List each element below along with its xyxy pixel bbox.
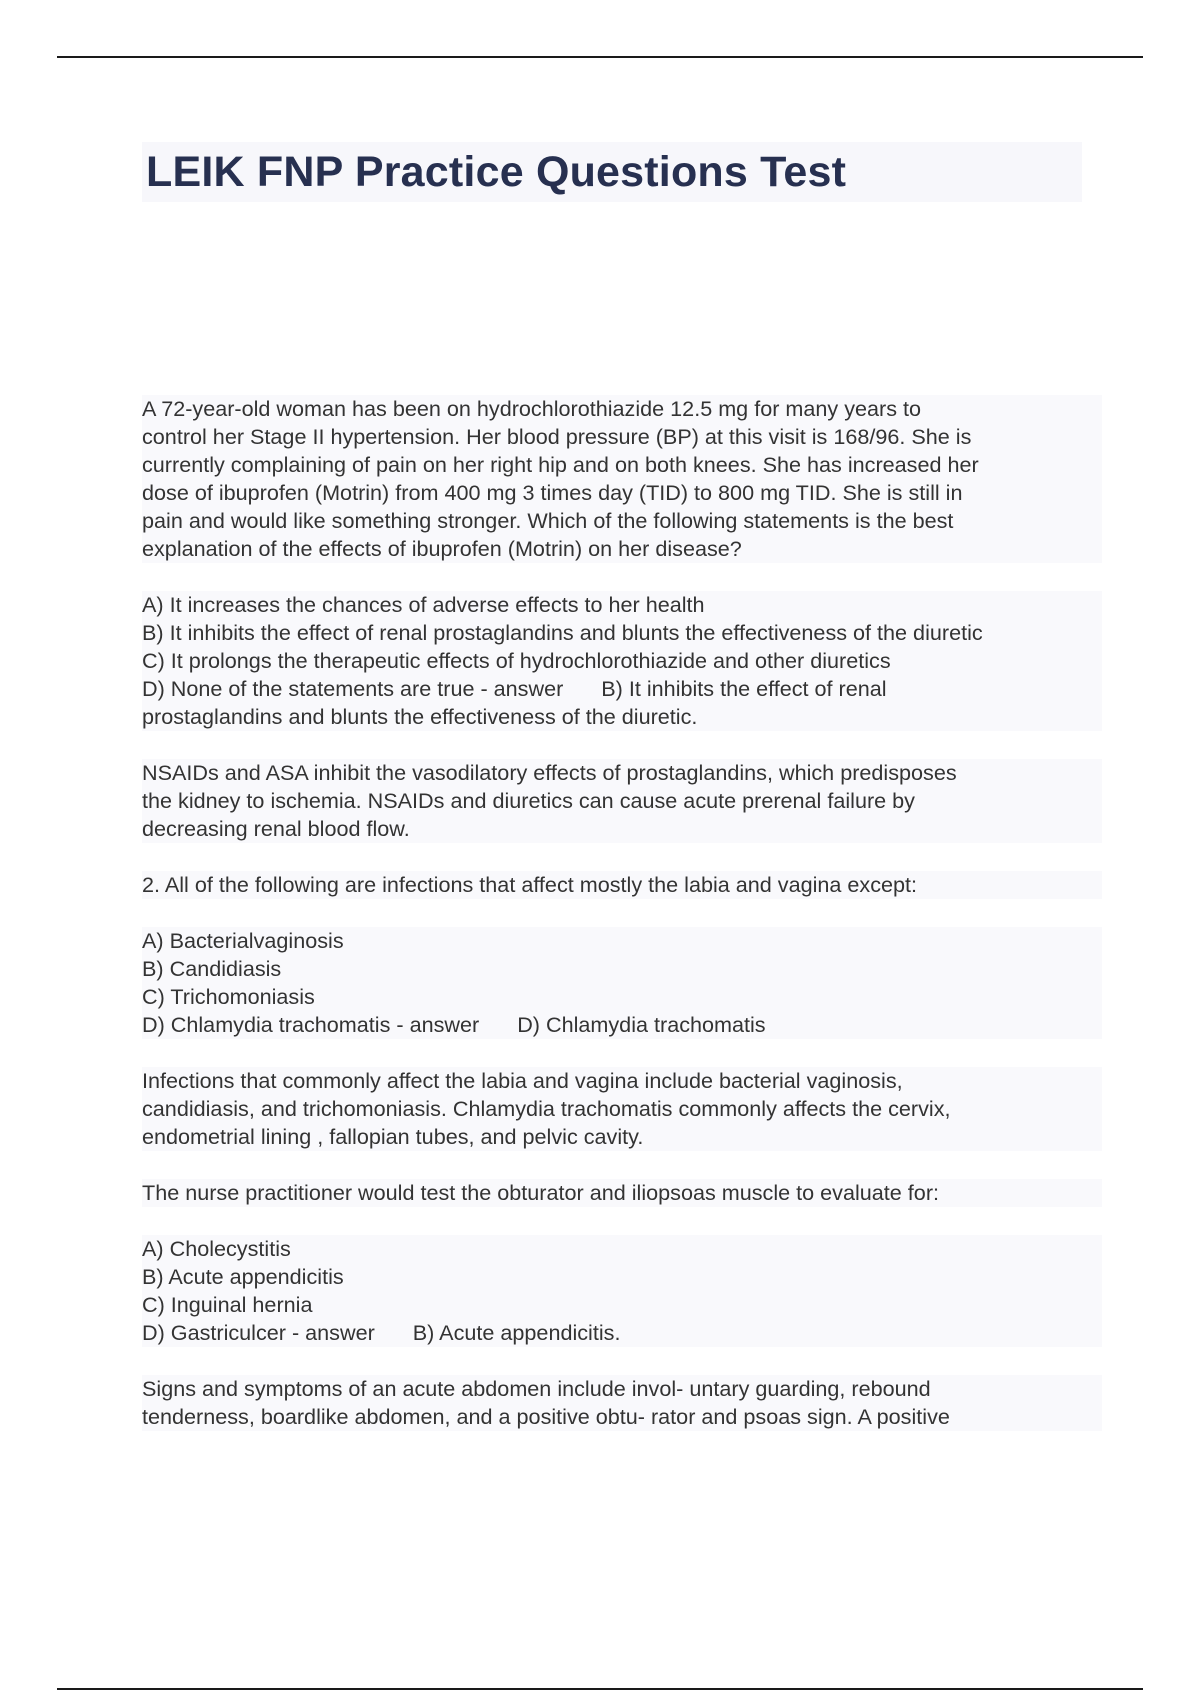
- q1-option-b: B) It inhibits the effect of renal prostaglandins and blunts the effectiveness of the diuretic: [142, 620, 983, 645]
- q3-option-a: A) Cholecystitis: [142, 1236, 291, 1261]
- q2-option-d: D) Chlamydia trachomatis - answer: [142, 1012, 480, 1037]
- q2-option-b: B) Candidiasis: [142, 956, 282, 981]
- q3-stem: [142, 1179, 1102, 1207]
- q1-stem: [142, 395, 1102, 563]
- q3-rationale-line: Signs and symptoms of an acute abdomen include invol- untary guarding, rebound: [142, 1376, 931, 1401]
- q1-stem-line: control her Stage II hypertension. Her blood pressure (BP) at this visit is 168/96. She is: [142, 424, 972, 449]
- q2-option-a: A) Bacterialvaginosis: [142, 928, 344, 953]
- q1-answer: B) It inhibits the effect of renal: [601, 676, 887, 701]
- q3-answer: B) Acute appendicitis.: [412, 1320, 621, 1345]
- q2-rationale-line: Infections that commonly affect the labia and vagina include bacterial vaginosis,: [142, 1068, 903, 1093]
- q3-option-b: B) Acute appendicitis: [142, 1264, 344, 1289]
- q1-option-a: A) It increases the chances of adverse effects to her health: [142, 592, 705, 617]
- bottom-rule: [57, 1688, 1143, 1690]
- q3-options: [142, 1235, 1102, 1347]
- document-body: [142, 395, 1102, 1431]
- q2-option-d-line: [142, 1011, 1102, 1039]
- q1-option-d-line: [142, 675, 1102, 703]
- q3-option-c: C) Inguinal hernia: [142, 1292, 313, 1317]
- q1-stem-line: pain and would like something stronger. Which of the following statements is the best: [142, 508, 954, 533]
- q1-stem-line: A 72-year-old woman has been on hydrochlorothiazide 12.5 mg for many years to: [142, 396, 922, 421]
- q1-options: [142, 591, 1102, 731]
- q1-option-d: D) None of the statements are true - answer: [142, 676, 564, 701]
- q1-stem-line: explanation of the effects of ibuprofen (Motrin) on her disease?: [142, 536, 742, 561]
- q2-stem: [142, 871, 1102, 899]
- q2-option-c: C) Trichomoniasis: [142, 984, 315, 1009]
- q2-stem-line: 2. All of the following are infections that affect mostly the labia and vagina except:: [142, 872, 918, 897]
- q1-option-c: C) It prolongs the therapeutic effects of hydrochlorothiazide and other diuretics: [142, 648, 891, 673]
- q2-rationale-line: endometrial lining , fallopian tubes, and pelvic cavity.: [142, 1124, 644, 1149]
- q3-option-d: D) Gastriculcer - answer: [142, 1320, 375, 1345]
- q1-stem-line: dose of ibuprofen (Motrin) from 400 mg 3 times day (TID) to 800 mg TID. She is still in: [142, 480, 963, 505]
- q3-rationale-line: tenderness, boardlike abdomen, and a positive obtu- rator and psoas sign. A positive: [142, 1404, 950, 1429]
- q1-answer-continued: prostaglandins and blunts the effectiveness of the diuretic.: [142, 704, 698, 729]
- q2-rationale-line: candidiasis, and trichomoniasis. Chlamydia trachomatis commonly affects the cervix,: [142, 1096, 951, 1121]
- q1-rationale-line: the kidney to ischemia. NSAIDs and diuretics can cause acute prerenal failure by: [142, 788, 915, 813]
- q2-answer: D) Chlamydia trachomatis: [517, 1012, 766, 1037]
- top-rule: [57, 56, 1143, 58]
- q3-rationale: [142, 1375, 1102, 1431]
- q3-stem-line: The nurse practitioner would test the obturator and iliopsoas muscle to evaluate for:: [142, 1180, 940, 1205]
- q3-option-d-line: [142, 1319, 1102, 1347]
- q1-rationale: [142, 759, 1102, 843]
- q1-stem-line: currently complaining of pain on her right hip and on both knees. She has increased her: [142, 452, 979, 477]
- q1-rationale-line: decreasing renal blood flow.: [142, 816, 410, 841]
- q1-rationale-line: NSAIDs and ASA inhibit the vasodilatory effects of prostaglandins, which predisposes: [142, 760, 957, 785]
- document-title: LEIK FNP Practice Questions Test: [142, 142, 1082, 202]
- q2-rationale: [142, 1067, 1102, 1151]
- q2-options: [142, 927, 1102, 1039]
